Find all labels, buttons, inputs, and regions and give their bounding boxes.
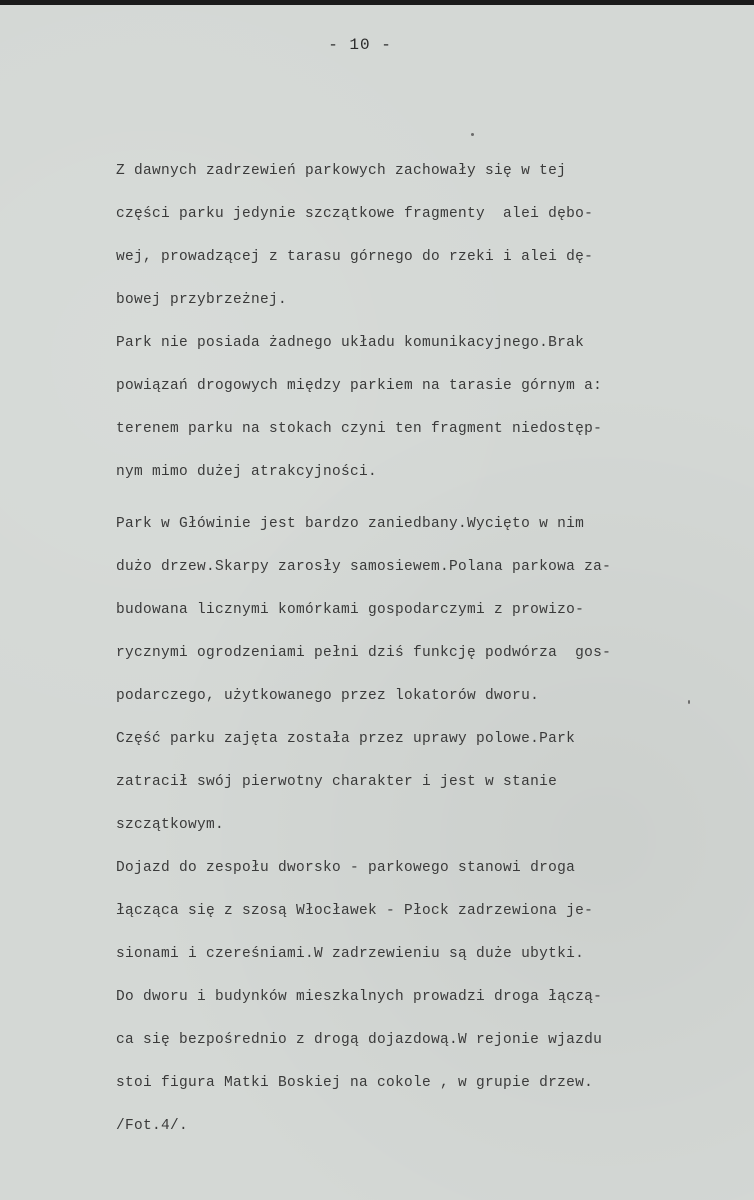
paragraph-gap: [116, 502, 716, 511]
text-line: podarczego, użytkowanego przez lokatorów dworu.: [116, 688, 540, 704]
page-number: - 10 -: [328, 36, 392, 54]
text-line: wej, prowadzącej z tarasu górnego do rzeki i alei dę-: [116, 249, 594, 265]
text-line: Park nie posiada żadnego układu komunikacyjnego.Brak: [116, 335, 585, 351]
text-line: zatracił swój pierwotny charakter i jest w stanie: [116, 774, 558, 790]
scan-speck: [471, 133, 474, 136]
text-line: sionami i czereśniami.W zadrzewieniu są duże ubytki.: [116, 946, 585, 962]
text-line: stoi figura Matki Boskiej na cokole , w grupie drzew.: [116, 1075, 594, 1091]
scan-top-edge: [0, 0, 754, 5]
text-line: Dojazd do zespołu dworsko - parkowego stanowi droga: [116, 860, 576, 876]
body-text: [116, 158, 716, 1156]
text-line: łącząca się z szosą Włocławek - Płock zadrzewiona je-: [116, 903, 594, 919]
text-line: Część parku zajęta została przez uprawy polowe.Park: [116, 731, 576, 747]
text-line: części parku jedynie szczątkowe fragmenty alei dębo-: [116, 206, 594, 222]
text-line: budowana licznymi komórkami gospodarczymi z prowizo-: [116, 602, 585, 618]
text-line: powiązań drogowych między parkiem na tarasie górnym a:: [116, 378, 603, 394]
text-line: ca się bezpośrednio z drogą dojazdową.W rejonie wjazdu: [116, 1032, 603, 1048]
text-line: terenem parku na stokach czyni ten fragment niedostęp-: [116, 421, 603, 437]
text-line: /Fot.4/.: [116, 1118, 189, 1134]
text-line: rycznymi ogrodzeniami pełni dziś funkcję podwórza gos-: [116, 645, 612, 661]
text-line: Do dworu i budynków mieszkalnych prowadzi droga łączą-: [116, 989, 603, 1005]
text-line: Park w Główinie jest bardzo zaniedbany.Wycięto w nim: [116, 516, 585, 532]
scan-speck: [688, 700, 690, 704]
text-line: nym mimo dużej atrakcyjności.: [116, 464, 378, 480]
text-line: Z dawnych zadrzewień parkowych zachowały się w tej: [116, 163, 567, 179]
text-line: szczątkowym.: [116, 817, 225, 833]
text-line: dużo drzew.Skarpy zarosły samosiewem.Polana parkowa za-: [116, 559, 612, 575]
text-line: bowej przybrzeżnej.: [116, 292, 288, 308]
